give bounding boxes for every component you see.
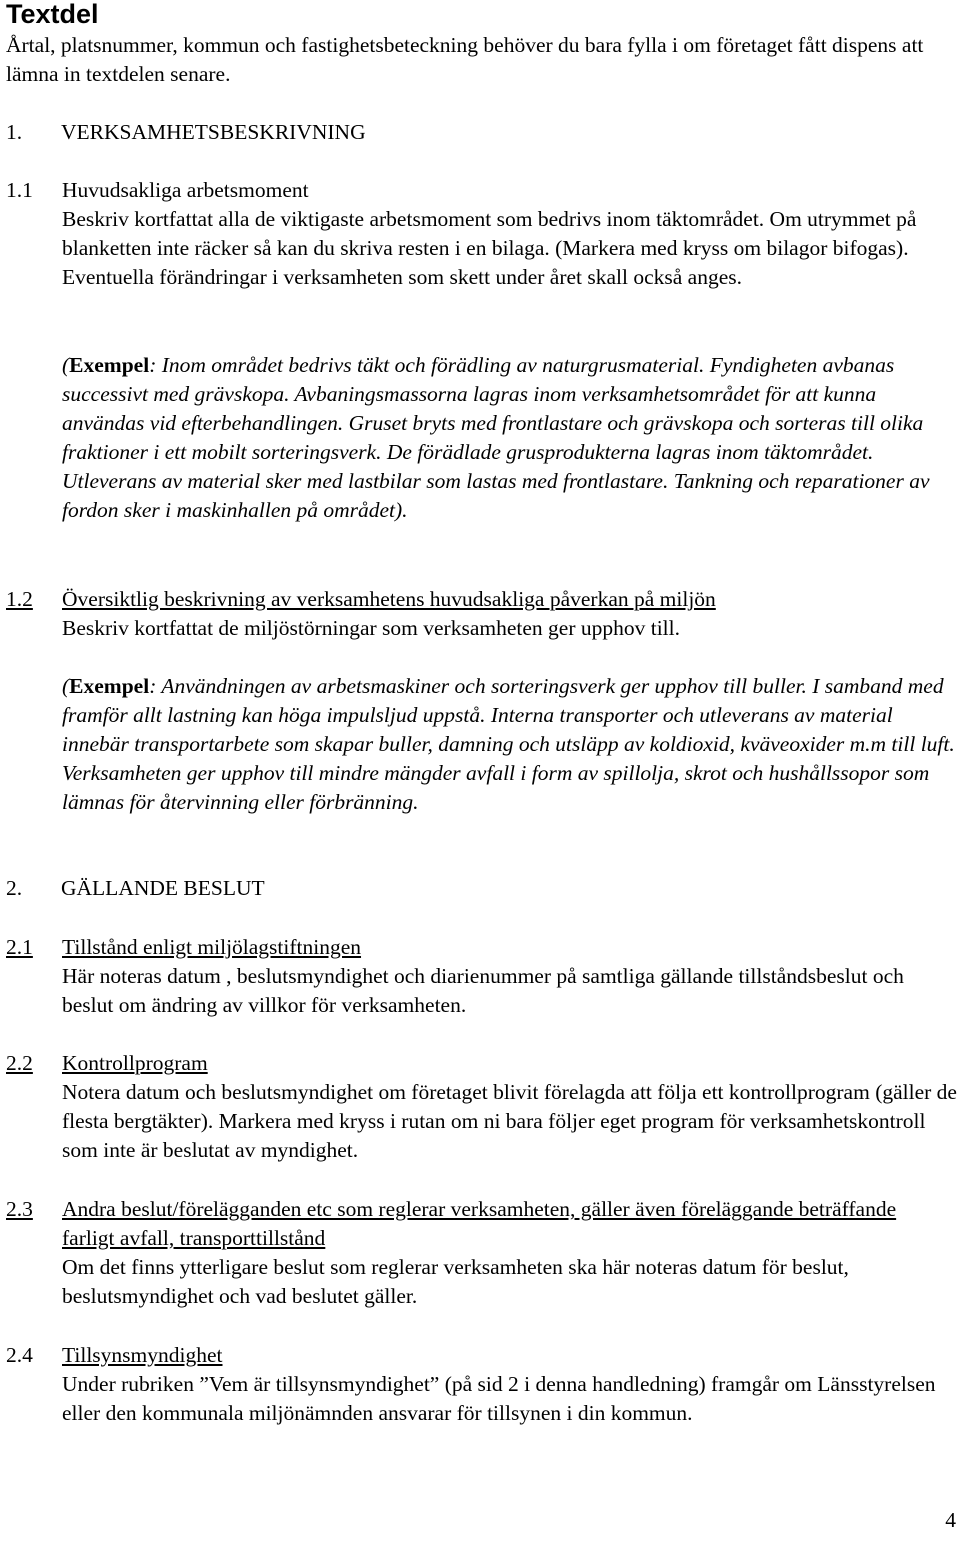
example-2 [62, 672, 957, 817]
section-2-3-body: Om det finns ytterligare beslut som reglerar verksamheten ska här noteras datum för beslut, beslutsmyndighet och vad beslutet gäller. [62, 1255, 849, 1308]
section-1-2-number: 1.2 [6, 587, 33, 611]
page-number: 4 [945, 1508, 956, 1532]
section-1-heading [6, 118, 366, 147]
section-1-2 [6, 585, 958, 643]
example-2-open: ( [62, 674, 70, 698]
section-2-3-heading: Andra beslut/förelägganden etc som reglerar verksamheten, gäller även föreläggande beträffande farligt avfall, transporttillstånd [62, 1197, 897, 1250]
section-1-1-body: Beskriv kortfattat alla de viktigaste arbetsmoment som bedrivs inom täktområdet. Om utrymmet på blanketten inte räcker så kan du skriva resten i en bilaga. (Markera med kryss om bilagor bifogas). Eventuella förändringar i verksamheten som skett under året skall också anges. [62, 207, 917, 289]
intro-paragraph: Årtal, platsnummer, kommun och fastighetsbeteckning behöver du bara fylla i om företaget fått dispens att lämna in textdelen senare. [6, 33, 924, 86]
section-2-title: GÄLLANDE BESLUT [61, 876, 265, 900]
section-2-2 [6, 1049, 958, 1165]
section-2-4-heading: Tillsynsmyndighet [62, 1343, 223, 1367]
example-1 [62, 351, 957, 525]
section-2-2-number: 2.2 [6, 1051, 33, 1075]
section-2-1 [6, 933, 958, 1020]
section-1-1-heading: Huvudsakliga arbetsmoment [62, 178, 309, 202]
section-2-4-body: Under rubriken ”Vem är tillsynsmyndighet” (på sid 2 i denna handledning) framgår om Länsstyrelsen eller den kommunala miljönämnden ansvarar för tillsynen i din kommun. [62, 1372, 936, 1425]
section-1-2-body: Beskriv kortfattat de miljöstörningar som verksamheten ger upphov till. [62, 616, 680, 640]
section-1-number: 1. [6, 120, 23, 144]
section-2-1-number: 2.1 [6, 935, 33, 959]
section-1-1 [6, 176, 958, 292]
section-1-2-heading: Översiktlig beskrivning av verksamhetens huvudsakliga påverkan på miljön [62, 587, 716, 611]
section-2-4 [6, 1341, 958, 1428]
example-2-label: Exempel [69, 674, 150, 698]
section-2-heading [6, 874, 265, 903]
section-2-1-body: Här noteras datum , beslutsmyndighet och diarienummer på samtliga gällande tillståndsbeslut och beslut om ändring av villkor för verksamheten. [62, 964, 904, 1017]
section-1-title: VERKSAMHETSBESKRIVNING [61, 120, 366, 144]
example-1-open: ( [62, 353, 70, 377]
document-title: Textdel [6, 0, 99, 29]
section-2-3 [6, 1195, 958, 1311]
section-2-2-body: Notera datum och beslutsmyndighet om företaget blivit förelagda att följa ett kontrollprogram (gäller de flesta bergtäkter). Markera med kryss i rutan om ni bara följer eget program för verksamhetskontroll som inte är beslutat av myndighet. [62, 1080, 957, 1162]
example-1-text: : Inom området bedrivs täkt och förädling av naturgrusmaterial. Fyndigheten avbanas successivt med grävskopa. Avbaningsmassorna lagras inom verksamhetsområdet för att kunna användas vid efterbehandlingen. Gruset bryts med frontlastare och grävskopa och sorteras till olika fraktioner i ett mobilt sorteringsverk. De förädlade grusprodukterna lagras inom täktområdet. Utleverans av material sker med lastbilar som lastas med frontlastare. Tankning och reparationer av fordon sker i maskinhallen på området). [62, 353, 930, 522]
example-1-label: Exempel [69, 353, 150, 377]
section-2-3-number: 2.3 [6, 1197, 33, 1221]
example-2-text: : Användningen av arbetsmaskiner och sorteringsverk ger upphov till buller. I samband med framför allt lastning kan höga impulsljud uppstå. Interna transporter och utleverans av material innebär transportarbete som skapar buller, damning och utsläpp av koldioxid, kväveoxider m.m till luft. Verksamheten ger upphov till mindre mängder avfall i form av spillolja, skrot och hushållssopor som lämnas för återvinning eller förbränning. [62, 674, 955, 814]
section-2-4-number: 2.4 [6, 1343, 33, 1367]
section-1-1-number: 1.1 [6, 178, 33, 202]
section-2-number: 2. [6, 876, 23, 900]
section-2-1-heading: Tillstånd enligt miljölagstiftningen [62, 935, 362, 959]
section-2-2-heading: Kontrollprogram [62, 1051, 208, 1075]
